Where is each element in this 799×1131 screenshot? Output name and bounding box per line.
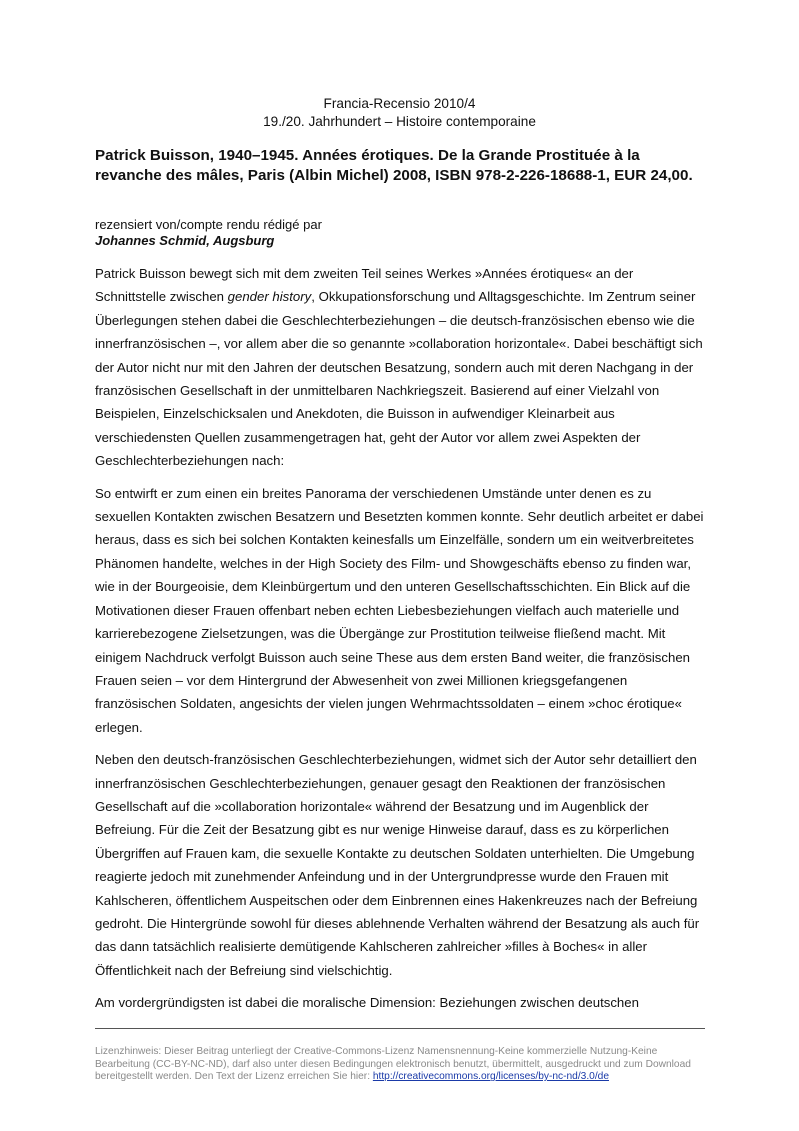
paragraph-3: Neben den deutsch-französischen Geschlechterbeziehungen, widmet sich der Autor sehr detailliert den innerfranzösischen Geschlechterbeziehungen, genauer gesagt den Reaktionen der französischen Gesellschaft auf die »collaboration horizontale« während der Besatzung und im Augenblick der Befreiung. Für die Zeit der Besatzung gibt es nur wenige Hinweise darauf, dass es zu körperlichen Übergriffen auf Frauen kam, die sexuelle Kontakte zu deutschen Soldaten unterhielten. Die Umgebung reagierte jedoch mit zunehmender Anfeindung und in der Untergrundpresse wurde den Frauen mit Kahlscheren, öffentlichem Auspeitschen oder dem Einbrennen eines Hakenkreuzes nach der Befreiung gedroht. Die Hintergründe sowohl für dieses ablehnende Verhalten während der Besatzung als auch für das dann tatsächlich realisierte demütigende Kahlscheren zahlreicher »filles à Boches« in aller Öffentlichkeit nach der Befreiung sind vielschichtig. xyxy=(95,752,700,978)
review-body xyxy=(95,262,707,1024)
reviewer-name: Johannes Schmid, Augsburg xyxy=(95,233,275,248)
paragraph-1-part-a: Patrick Buisson bewegt sich mit dem zweiten Teil seines Werkes »Années érotiques« an der Schnittstelle zwischen xyxy=(95,266,634,305)
license-notice xyxy=(95,1046,715,1084)
reviewed-by-label: rezensiert von/compte rendu rédigé par xyxy=(95,217,322,232)
byline xyxy=(95,217,695,249)
journal-issue: Francia-Recensio 2010/4 xyxy=(323,96,476,111)
review-title: Patrick Buisson, 1940–1945. Années érotiques. De la Grande Prostituée à la revanche des mâles, Paris (Albin Michel) 2008, ISBN 978-2-226-18688-1, EUR 24,00. xyxy=(95,147,693,184)
paragraph-2: So entwirft er zum einen ein breites Panorama der verschiedenen Umstände unter denen es zu sexuellen Kontakten zwischen Besatzern und Besetzten kommen konnte. Sehr deutlich arbeitet er dabei heraus, dass es sich bei solchen Kontakten keinesfalls um Einzelfälle, sondern um ein weitverbreitetes Phänomen handelte, welches in der High Society des Film- und Showgeschäfts ebenso zu finden war, wie in der Bourgeoisie, dem Kleinbürgertum und den unteren Gesellschaftsschichten. Ein Blick auf die Motivationen dieser Frauen offenbart neben echten Liebesbeziehungen vielfach auch materielle und karrierebezogene Zielsetzungen, was die Übergänge zur Prostitution teilweise fließend macht. Mit einigem Nachdruck verfolgt Buisson auch seine These aus dem ersten Band weiter, die französischen Frauen seien – vor dem Hintergrund der Abwesenheit von zwei Millionen kriegsgefangenen französischen Soldaten, angesichts der vielen jungen Wehrmachtssoldaten – einem »choc érotique« erlegen. xyxy=(95,485,704,735)
paragraph-1-emphasis: gender history xyxy=(227,289,312,305)
license-link[interactable]: http://creativecommons.org/licenses/by-nc-nd/3.0/de xyxy=(372,1071,609,1083)
paragraph-1 xyxy=(95,262,707,473)
license-text: Lizenzhinweis: Dieser Beitrag unterliegt der Creative-Commons-Lizenz Namensnennung-Keine kommerzielle Nutzung-Keine Bearbeitung (CC-BY-NC-ND), darf also unter diesen Bedingungen elektronisch benutzt, übermittelt, ausgedruckt und zum Download bereitgestellt werden. Den Text der Lizenz erreichen Sie hier: xyxy=(95,1046,691,1083)
page-header xyxy=(0,95,799,131)
footer-divider xyxy=(95,1028,705,1029)
section-heading: 19./20. Jahrhundert – Histoire contemporaine xyxy=(263,114,536,129)
paragraph-1-part-b: , Okkupationsforschung und Alltagsgeschichte. Im Zentrum seiner Überlegungen stehen dabei die Geschlechterbeziehungen – die deutsch-französischen ebenso wie die innerfranzösischen –, vor allem aber die so genannte »collaboration horizontale«. Dabei beschäftigt sich der Autor nicht nur mit den Jahren der deutschen Besatzung, sondern auch mit deren Nachgang in der französischen Gesellschaft in der unmittelbaren Nachkriegszeit. Basierend auf einer Vielzahl von Beispielen, Einzelschicksalen und Anekdoten, die Buisson in aufwendiger Kleinarbeit aus verschiedensten Quellen zusammengetragen hat, geht der Autor vor allem zwei Aspekten der Geschlechterbeziehungen nach: xyxy=(95,289,703,469)
paragraph-4: Am vordergründigsten ist dabei die moralische Dimension: Beziehungen zwischen deutschen xyxy=(95,995,639,1011)
